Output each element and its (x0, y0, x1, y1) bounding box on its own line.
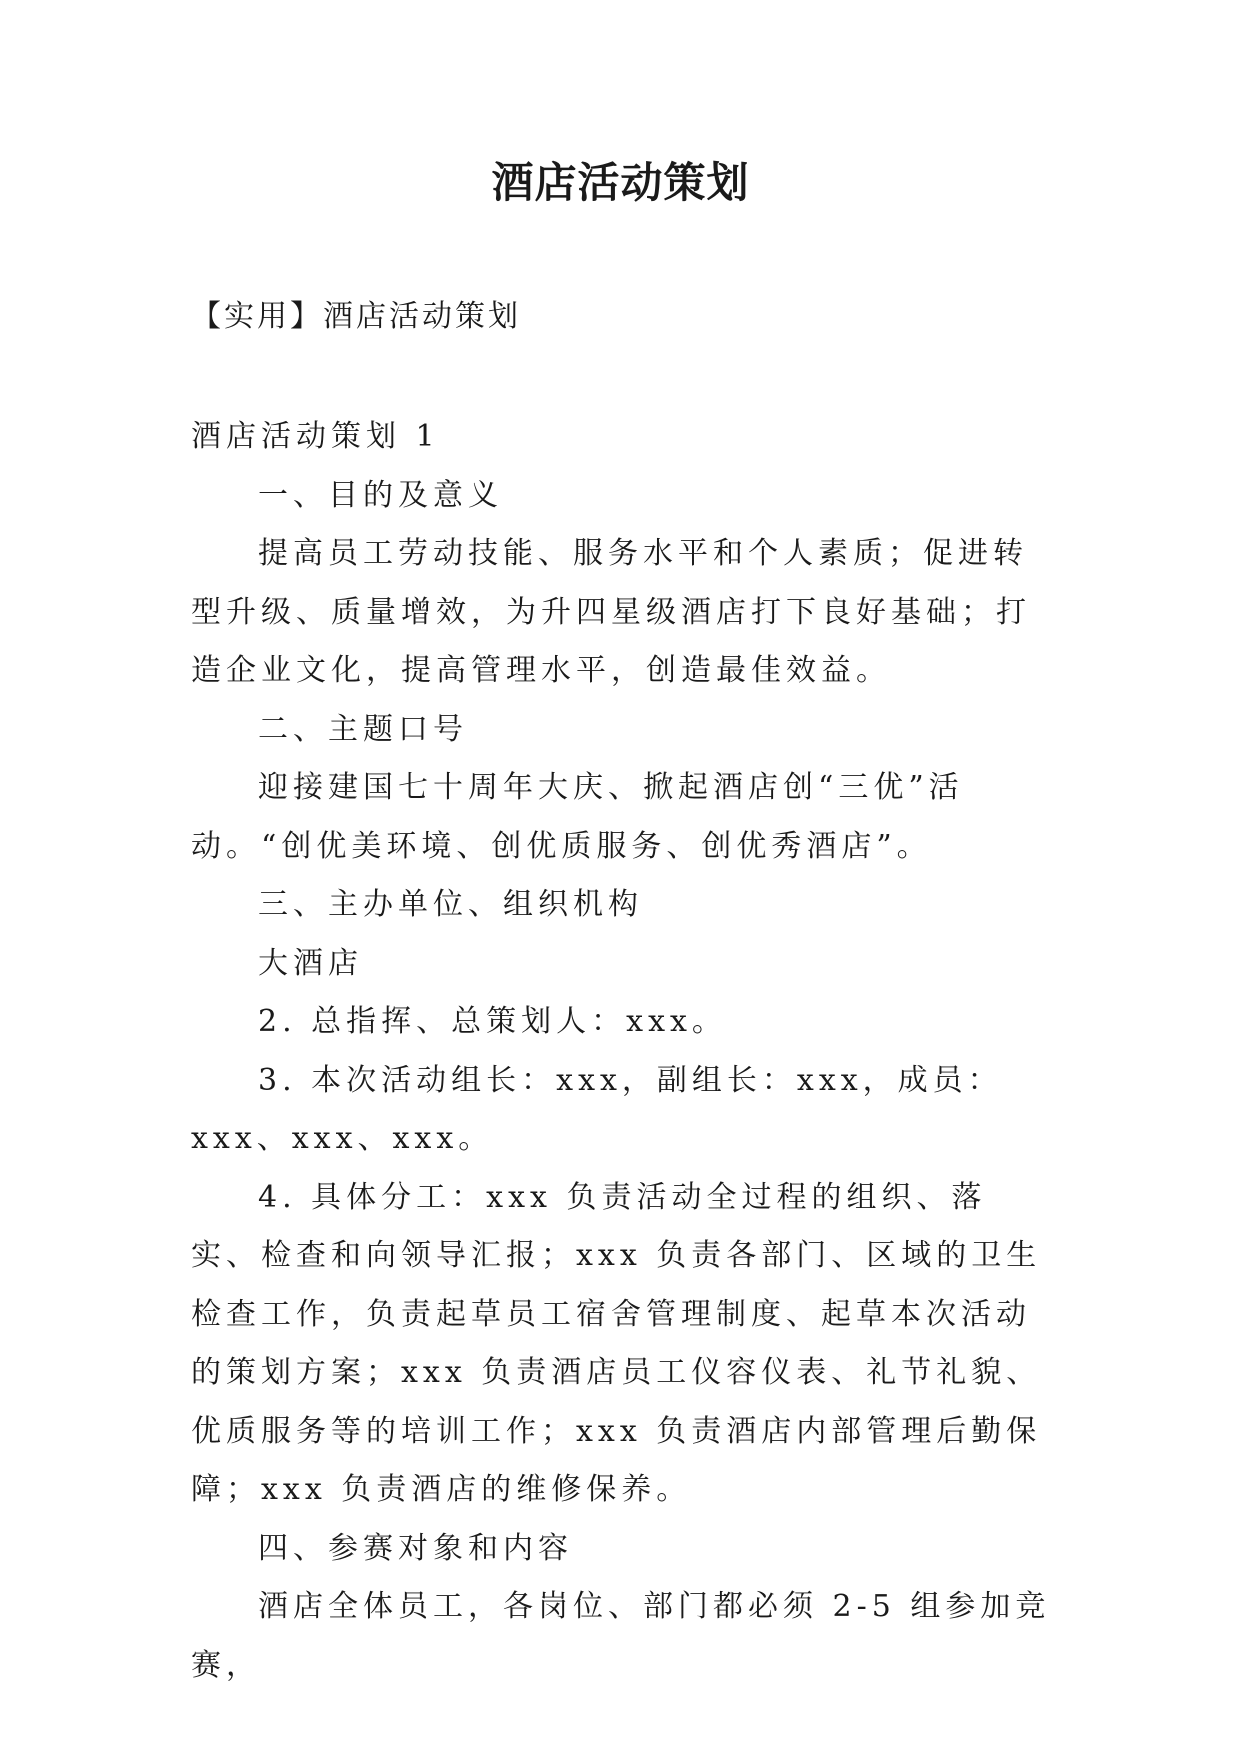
section-heading: 酒店活动策划 1 (191, 419, 440, 454)
section-heading: 一、目的及意义 (258, 477, 503, 513)
document-body (191, 408, 1051, 1695)
paragraph: 迎接建国七十周年大庆、掀起酒店创“三优”活动。“创优美环境、创优质服务、创优秀酒店”。 (191, 770, 964, 864)
paragraph: 2. 总指挥、总策划人：xxx。 (258, 1004, 727, 1039)
document-title: 酒店活动策划 (491, 158, 750, 207)
paragraph: 4. 具体分工：xxx 负责活动全过程的组织、落实、检查和向领导汇报；xxx 负责各部门、区域的卫生检查工作，负责起草员工宿舍管理制度、起草本次活动的策划方案；xxx 负责酒店员工仪容仪表、礼节礼貌、优质服务等的培训工作；xxx 负责酒店内部管理后勤保障；xxx 负责酒店的维修保养。 (191, 1179, 1042, 1507)
document-subtitle: 【实用】酒店活动策划 (191, 299, 521, 334)
section-heading: 二、主题口号 (258, 711, 468, 747)
paragraph: 大酒店 (258, 945, 363, 981)
paragraph: 提高员工劳动技能、服务水平和个人素质；促进转型升级、质量增效，为升四星级酒店打下良好基础；打造企业文化，提高管理水平，创造最佳效益。 (191, 536, 1031, 688)
section-heading: 四、参赛对象和内容 (258, 1530, 573, 1566)
paragraph: 3. 本次活动组长：xxx，副组长：xxx，成员：xxx、xxx、xxx。 (191, 1062, 1003, 1156)
section-heading: 三、主办单位、组织机构 (258, 887, 643, 922)
paragraph: 酒店全体员工，各岗位、部门都必须 2-5 组参加竞赛， (191, 1589, 1051, 1683)
